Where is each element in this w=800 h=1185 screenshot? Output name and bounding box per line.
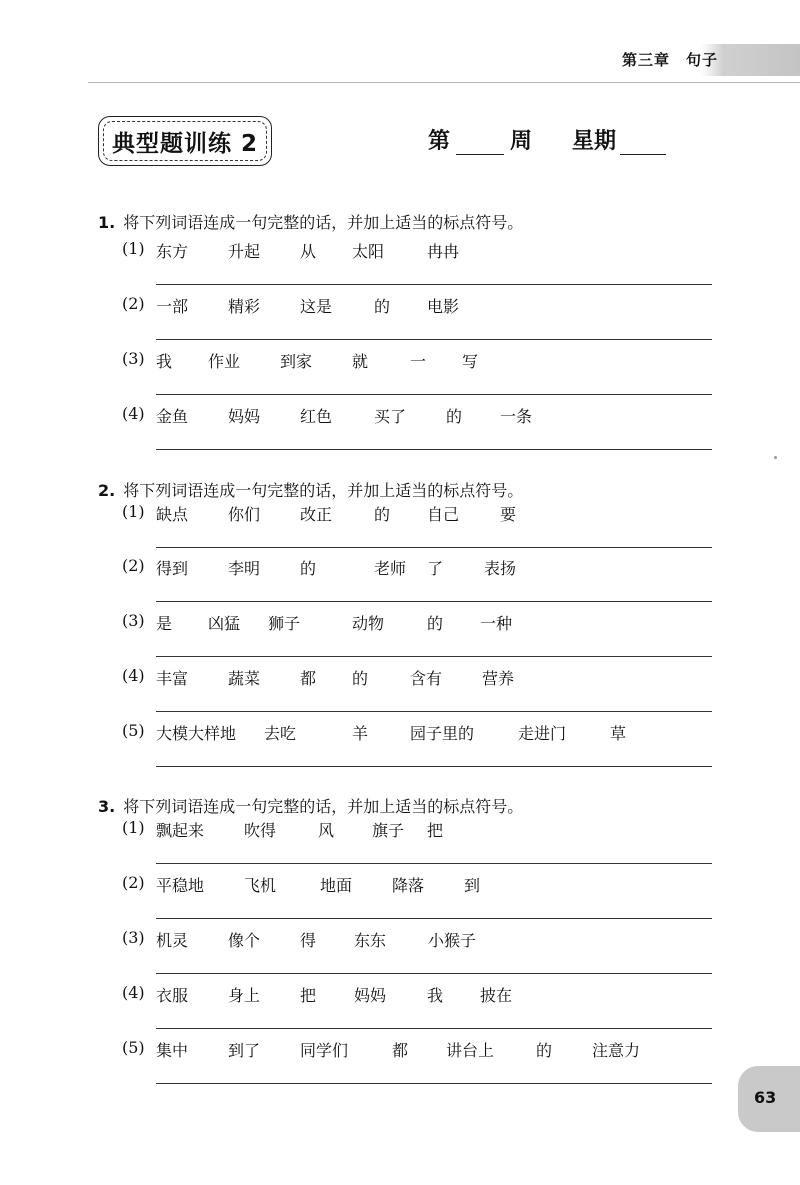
question-1-header [98,210,523,233]
weekday-blank[interactable] [620,128,666,155]
week-suffix: 周 [510,128,533,154]
answer-line[interactable] [156,766,712,767]
answer-line[interactable] [156,284,712,285]
word-chip: 去吃 [264,724,297,743]
word-chip: 动物 [352,614,385,633]
item-label: (4) [122,983,145,1002]
word-chip: 你们 [228,505,261,524]
word-chip: 作业 [208,352,241,371]
word-chip: 得到 [156,559,189,578]
word-chip: 衣服 [156,986,189,1005]
question-3-item-3 [122,928,722,950]
word-chip: 的 [352,669,369,688]
question-3-item-4 [122,983,722,1005]
word-chip: 蔬菜 [228,669,261,688]
word-chip: 一条 [500,407,533,426]
word-chip: 营养 [482,669,515,688]
item-label: (2) [122,294,145,313]
question-3-header [98,794,523,817]
item-label: (5) [122,1038,145,1057]
question-2-item-3 [122,611,722,633]
word-chip: 丰富 [156,669,189,688]
word-chip: 缺点 [156,505,189,524]
item-label: (1) [122,818,145,837]
word-chip: 到家 [280,352,313,371]
word-chip: 我 [427,986,444,1005]
word-chip: 李明 [228,559,261,578]
answer-line[interactable] [156,918,712,919]
word-chip: 草 [610,724,627,743]
scan-speck [774,456,777,459]
question-number: 2. [98,481,116,500]
item-label: (2) [122,556,145,575]
word-chip: 精彩 [228,297,261,316]
question-2-item-5 [122,721,722,743]
word-chip: 东东 [354,931,387,950]
answer-line[interactable] [156,1028,712,1029]
word-chip: 吹得 [244,821,277,840]
word-chip: 改正 [300,505,333,524]
word-chip: 一 [410,352,427,371]
word-chip: 一种 [480,614,513,633]
question-1-item-4 [122,404,722,426]
answer-line[interactable] [156,547,712,548]
question-3-item-1 [122,818,722,840]
chapter-label: 第三章 句子 [622,51,719,69]
item-label: (5) [122,721,145,740]
page-title: 典型题训练 2 [111,130,258,157]
question-1-item-1 [122,239,722,261]
answer-line[interactable] [156,601,712,602]
word-chip: 到了 [228,1041,261,1060]
question-1-item-2 [122,294,722,316]
word-chip: 同学们 [300,1041,349,1060]
question-2-item-4 [122,666,722,688]
word-chip: 太阳 [352,242,385,261]
word-chip: 飘起来 [156,821,205,840]
word-chip: 风 [318,821,335,840]
word-chip: 电影 [427,297,460,316]
word-chip: 飞机 [244,876,277,895]
word-chip: 到 [464,876,481,895]
week-blank[interactable] [456,128,504,155]
word-chip: 注意力 [592,1041,641,1060]
word-chip: 东方 [156,242,189,261]
word-chip: 金鱼 [156,407,189,426]
word-chip: 集中 [156,1041,189,1060]
word-chip: 妈妈 [228,407,261,426]
answer-line[interactable] [156,656,712,657]
word-chip: 园子里的 [410,724,475,743]
word-chip: 降落 [392,876,425,895]
page-number: 63 [754,1088,777,1107]
word-chip: 的 [374,505,391,524]
question-instruction: 将下列词语连成一句完整的话，并加上适当的标点符号。 [123,797,524,816]
word-chip: 狮子 [268,614,301,633]
word-chip: 老师 [374,559,407,578]
word-chip: 旗子 [372,821,405,840]
question-number: 3. [98,797,116,816]
question-3-item-2 [122,873,722,895]
answer-line[interactable] [156,1083,712,1084]
week-prefix: 第 [428,128,451,154]
question-2-item-1 [122,502,722,524]
word-chip: 的 [536,1041,553,1060]
item-label: (1) [122,502,145,521]
question-2-header [98,478,523,501]
word-chip: 含有 [410,669,443,688]
item-label: (2) [122,873,145,892]
question-1-item-3 [122,349,722,371]
question-3-item-5 [122,1038,722,1060]
word-chip: 的 [427,614,444,633]
word-chip: 了 [427,559,444,578]
word-chip: 披在 [480,986,513,1005]
question-number: 1. [98,213,116,232]
word-chip: 红色 [300,407,333,426]
word-chip: 地面 [320,876,353,895]
word-chip: 小猴子 [428,931,477,950]
word-chip: 大模大样地 [156,724,237,743]
answer-line[interactable] [156,449,712,450]
word-chip: 从 [300,242,317,261]
word-chip: 写 [462,352,479,371]
word-chip: 的 [374,297,391,316]
answer-line[interactable] [156,394,712,395]
word-chip: 这是 [300,297,333,316]
weekday-label: 星期 [572,128,617,154]
word-chip: 把 [300,986,317,1005]
week-weekday-fields [428,124,666,155]
word-chip: 凶猛 [208,614,241,633]
word-chip: 一部 [156,297,189,316]
word-chip: 身上 [228,986,261,1005]
title-box [98,116,272,166]
answer-line[interactable] [156,973,712,974]
word-chip: 羊 [352,724,369,743]
word-chip: 把 [427,821,444,840]
answer-line[interactable] [156,339,712,340]
item-label: (3) [122,928,145,947]
word-chip: 是 [156,614,173,633]
word-chip: 我 [156,352,173,371]
item-label: (3) [122,349,145,368]
word-chip: 要 [500,505,517,524]
question-instruction: 将下列词语连成一句完整的话，并加上适当的标点符号。 [123,481,524,500]
word-chip: 就 [352,352,369,371]
word-chip: 的 [300,559,317,578]
item-label: (4) [122,666,145,685]
word-chip: 都 [392,1041,409,1060]
word-chip: 像个 [228,931,261,950]
question-2-item-2 [122,556,722,578]
item-label: (3) [122,611,145,630]
title-box-inner [103,121,267,161]
word-chip: 的 [446,407,463,426]
word-chip: 都 [300,669,317,688]
answer-line[interactable] [156,711,712,712]
word-chip: 妈妈 [354,986,387,1005]
word-chip: 冉冉 [427,242,460,261]
word-chip: 讲台上 [446,1041,495,1060]
word-chip: 买了 [374,407,407,426]
header-rule [88,82,800,83]
word-chip: 得 [300,931,317,950]
item-label: (4) [122,404,145,423]
word-chip: 表扬 [484,559,517,578]
word-chip: 升起 [228,242,261,261]
answer-line[interactable] [156,863,712,864]
item-label: (1) [122,239,145,258]
word-chip: 自己 [427,505,460,524]
word-chip: 机灵 [156,931,189,950]
word-chip: 走进门 [518,724,567,743]
word-chip: 平稳地 [156,876,205,895]
question-instruction: 将下列词语连成一句完整的话，并加上适当的标点符号。 [123,213,524,232]
